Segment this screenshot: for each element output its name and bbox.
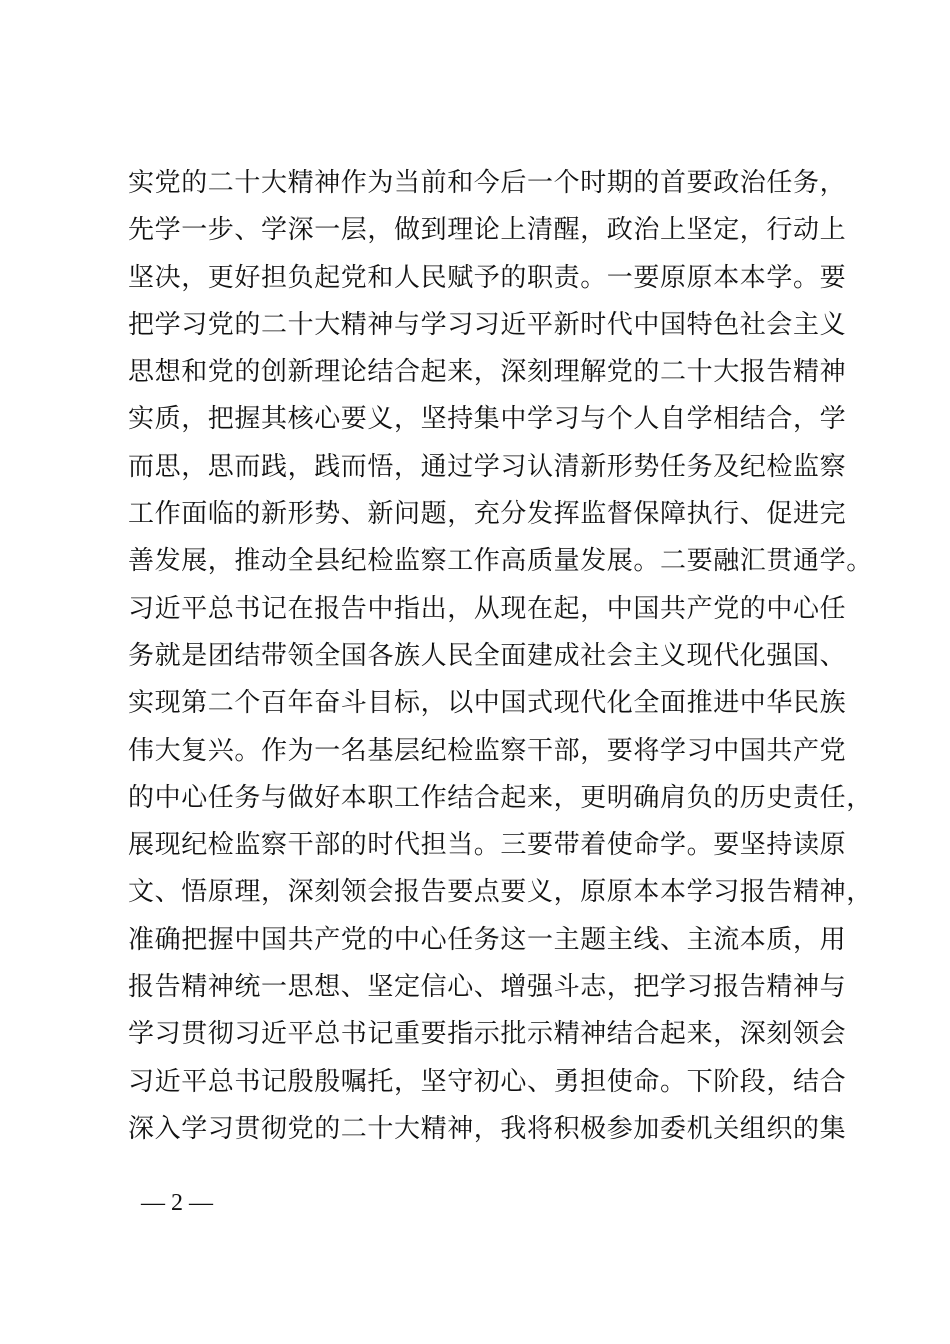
text-line: 务就是团结带领全国各族人民全面建成社会主义现代化强国、 bbox=[128, 640, 847, 671]
text-line: 把学习党的二十大精神与学习习近平新时代中国特色社会主义 bbox=[128, 309, 847, 340]
text-line: 实党的二十大精神作为当前和今后一个时期的首要政治任务， bbox=[128, 168, 847, 198]
body-text bbox=[128, 160, 873, 1153]
text-line: 文、悟原理，深刻领会报告要点要义，原原本本学习报告精神， bbox=[128, 877, 873, 908]
text-line: 学习贯彻习近平总书记重要指示批示精神结合起来，深刻领会 bbox=[128, 1019, 847, 1050]
text-line: 思想和党的创新理论结合起来，深刻理解党的二十大报告精神 bbox=[128, 357, 847, 388]
text-line: 而思，思而践，践而悟，通过学习认清新形势任务及纪检监察 bbox=[128, 451, 847, 482]
text-line: 报告精神统一思想、坚定信心、增强斗志，把学习报告精神与 bbox=[128, 972, 847, 1003]
text-line: 实质，把握其核心要义，坚持集中学习与个人自学相结合，学 bbox=[128, 404, 847, 435]
text-line: 深入学习贯彻党的二十大精神，我将积极参加委机关组织的集 bbox=[128, 1113, 847, 1144]
text-line: 准确把握中国共产党的中心任务这一主题主线、主流本质，用 bbox=[128, 924, 847, 955]
text-line: 善发展，推动全县纪检监察工作高质量发展。二要融汇贯通学。 bbox=[128, 546, 873, 577]
text-line: 工作面临的新形势、新问题，充分发挥监督保障执行、促进完 bbox=[128, 499, 847, 530]
text-line: 伟大复兴。作为一名基层纪检监察干部，要将学习中国共产党 bbox=[128, 735, 847, 766]
text-line: 展现纪检监察干部的时代担当。三要带着使命学。要坚持读原 bbox=[128, 830, 847, 861]
text-line: 坚决，更好担负起党和人民赋予的职责。一要原原本本学。要 bbox=[128, 262, 847, 293]
text-line: 实现第二个百年奋斗目标，以中国式现代化全面推进中华民族 bbox=[128, 688, 847, 719]
text-line: 习近平总书记在报告中指出，从现在起，中国共产党的中心任 bbox=[128, 593, 847, 624]
text-line: 先学一步、学深一层，做到理论上清醒，政治上坚定，行动上 bbox=[128, 215, 847, 246]
text-line: 习近平总书记殷殷嘱托，坚守初心、勇担使命。下阶段，结合 bbox=[128, 1066, 847, 1097]
text-line: 的中心任务与做好本职工作结合起来，更明确肩负的历史责任， bbox=[128, 782, 873, 813]
page-number: — 2 — bbox=[141, 1190, 213, 1216]
